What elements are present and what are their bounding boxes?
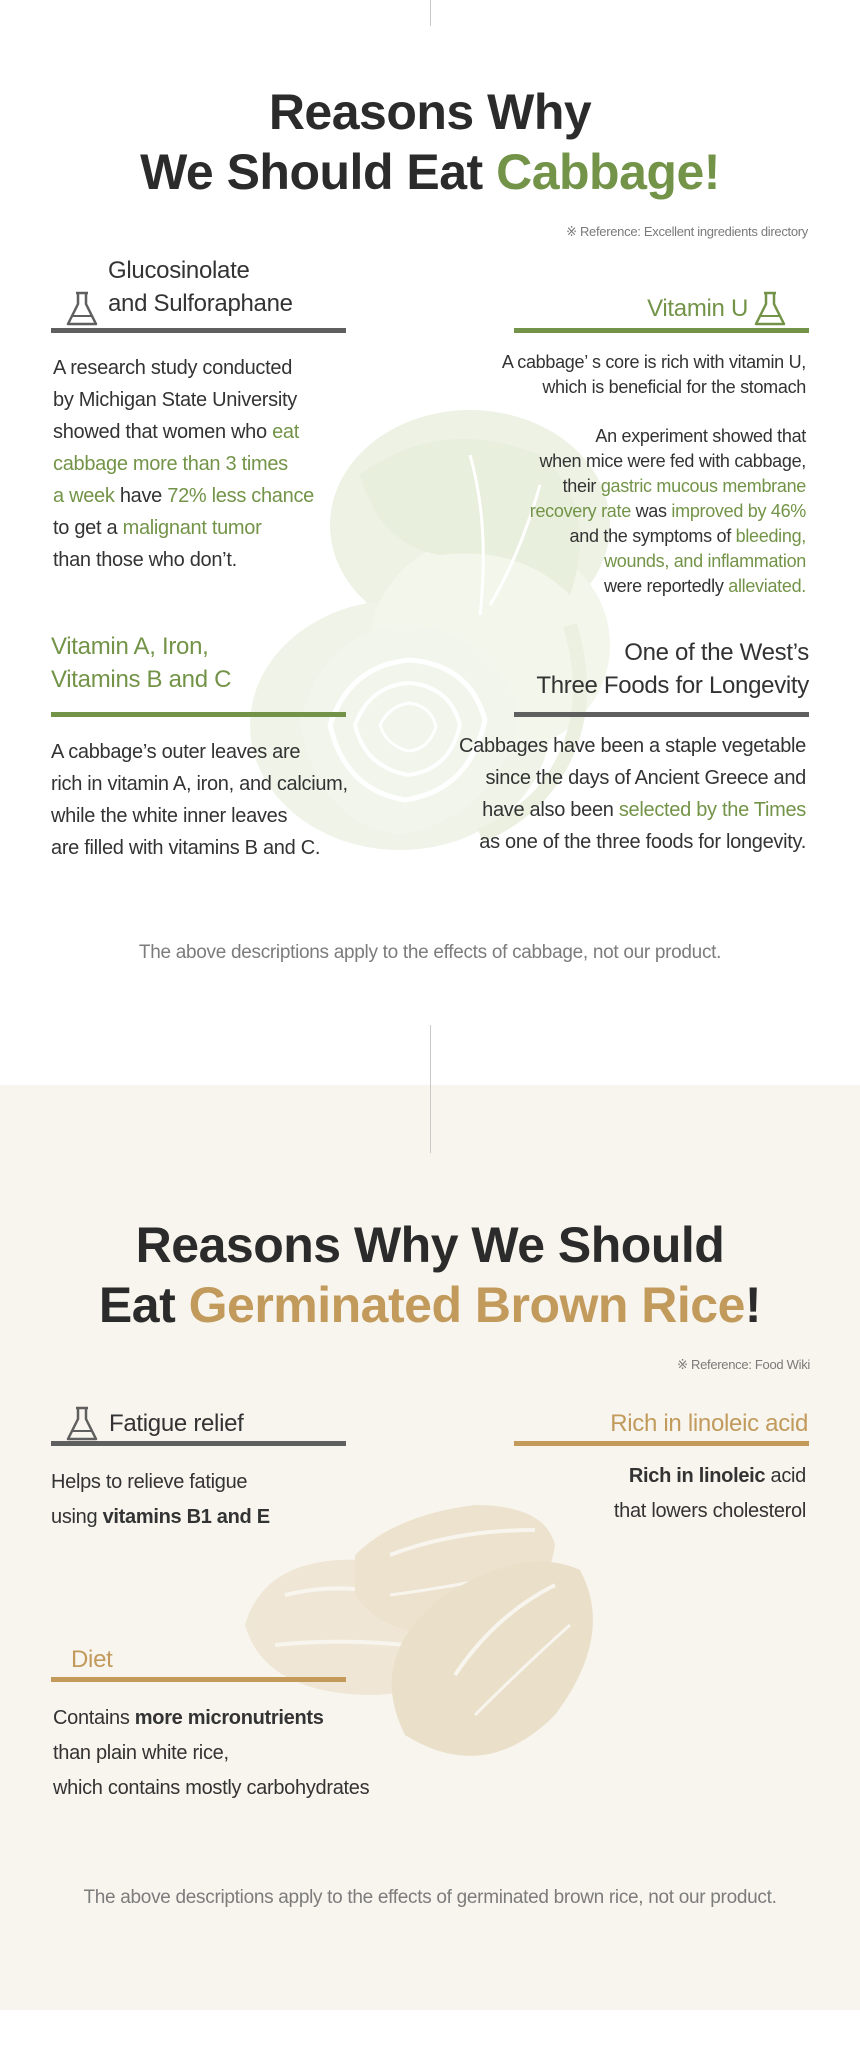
text: Contains xyxy=(53,1707,135,1729)
rice-disclaimer: The above descriptions apply to the effects of germinated brown rice, not our product. xyxy=(83,1887,777,1908)
cabbage-col2-underline xyxy=(514,328,809,333)
text: have xyxy=(114,485,168,507)
highlight: malignant tumor xyxy=(122,517,262,539)
cabbage-title-line2 xyxy=(0,142,860,202)
rice-title-line1: Reasons Why We Should xyxy=(135,1217,725,1273)
cabbage-col3-heading xyxy=(51,630,231,696)
body-line xyxy=(53,480,314,512)
rice-col3-underline xyxy=(51,1677,346,1682)
cabbage-col3-body xyxy=(51,736,348,864)
highlight: bleeding, xyxy=(735,526,806,546)
rice-col3-body xyxy=(53,1701,369,1806)
cabbage-disclaimer: The above descriptions apply to the effects of cabbage, not our product. xyxy=(138,942,722,963)
cabbage-col2-body2 xyxy=(530,424,806,599)
rice-col1-underline xyxy=(51,1441,346,1446)
highlight: alleviated. xyxy=(728,576,806,596)
cabbage-col3-heading-line2: Vitamins B and C xyxy=(51,666,232,693)
body-line: An experiment showed that xyxy=(595,426,806,446)
highlight: selected by the Times xyxy=(618,799,806,821)
body-line xyxy=(53,416,314,448)
body-line xyxy=(530,574,806,599)
body-line xyxy=(53,1701,369,1736)
rice-col2-body xyxy=(614,1459,806,1529)
body-line: by Michigan State University xyxy=(53,389,297,411)
text: was xyxy=(630,501,672,521)
cabbage-col4-heading-line1: One of the West’s xyxy=(624,639,809,666)
rice-title-suffix: ! xyxy=(744,1277,762,1333)
body-line xyxy=(53,512,314,544)
body-line xyxy=(614,1459,806,1494)
body-line: A research study conducted xyxy=(53,357,293,379)
rice-col2-heading: Rich in linoleic acid xyxy=(610,1410,808,1437)
rice-col1-body xyxy=(51,1465,270,1535)
cabbage-col1-heading-line1: Glucosinolate xyxy=(108,257,250,284)
text: showed that women who xyxy=(53,421,273,443)
body-line: Helps to relieve fatigue xyxy=(51,1471,248,1493)
body-line: while the white inner leaves xyxy=(51,805,288,827)
body-line xyxy=(530,524,806,549)
cabbage-col2-heading: Vitamin U xyxy=(647,295,748,322)
body-line: than plain white rice, xyxy=(53,1742,229,1764)
highlight: improved by 46% xyxy=(671,501,806,521)
body-line xyxy=(459,794,806,826)
cabbage-title xyxy=(0,82,860,202)
rice-title-accent: Germinated Brown Rice xyxy=(188,1277,745,1333)
body-line: as one of the three foods for longevity. xyxy=(479,831,806,853)
bold-text: Rich in linoleic xyxy=(628,1465,766,1487)
cabbage-col4-heading xyxy=(536,636,809,702)
text: have also been xyxy=(482,799,619,821)
body-line: are filled with vitamins B and C. xyxy=(51,837,321,859)
flask-icon xyxy=(752,290,788,328)
body-line xyxy=(530,474,806,499)
flask-icon xyxy=(64,1405,100,1443)
flask-icon xyxy=(64,290,100,328)
cabbage-col3-underline xyxy=(51,712,346,717)
top-divider-line xyxy=(430,0,431,26)
body-line: A cabbage’ s core is rich with vitamin U, xyxy=(501,352,806,372)
body-line: which is beneficial for the stomach xyxy=(542,377,806,397)
cabbage-title-line1: Reasons Why xyxy=(268,84,592,140)
bold-text: more micronutrients xyxy=(134,1707,324,1729)
cabbage-col4-body xyxy=(459,730,806,858)
text: acid xyxy=(765,1465,806,1487)
text: their xyxy=(562,476,601,496)
text: using xyxy=(51,1506,103,1528)
body-line xyxy=(51,1500,270,1535)
cabbage-col3-heading-line1: Vitamin A, Iron, xyxy=(51,633,209,660)
section-divider-line-lower xyxy=(430,1085,431,1153)
highlight-line: wounds, and inflammation xyxy=(604,551,806,571)
body-line: A cabbage’s outer leaves are xyxy=(51,741,301,763)
highlight: eat xyxy=(272,421,299,443)
body-line: when mice were fed with cabbage, xyxy=(539,451,806,471)
cabbage-col1-heading-line2: and Sulforaphane xyxy=(108,290,293,317)
body-line: that lowers cholesterol xyxy=(613,1500,806,1522)
cabbage-col4-heading-line2: Three Foods for Longevity xyxy=(536,672,809,699)
rice-col3-heading: Diet xyxy=(71,1646,113,1673)
highlight: gastric mucous membrane xyxy=(600,476,806,496)
text: and the symptoms of xyxy=(569,526,736,546)
cabbage-col1-underline xyxy=(51,328,346,333)
highlight: recovery rate xyxy=(529,501,631,521)
body-line: Cabbages have been a staple vegetable xyxy=(459,735,806,757)
body-line: which contains mostly carbohydrates xyxy=(53,1777,370,1799)
bold-text: vitamins B1 and E xyxy=(102,1506,270,1528)
cabbage-title-accent: Cabbage! xyxy=(496,144,720,200)
highlight-line: cabbage more than 3 times xyxy=(53,453,288,475)
rice-reference: ※ Reference: Food Wiki xyxy=(677,1357,810,1372)
cabbage-title-prefix: We Should Eat xyxy=(140,144,497,200)
cabbage-col4-underline xyxy=(514,712,809,717)
cabbage-col1-heading xyxy=(108,254,293,320)
section-divider-line xyxy=(430,1025,431,1085)
rice-col2-underline xyxy=(514,1441,809,1446)
body-line: rich in vitamin A, iron, and calcium, xyxy=(51,773,348,795)
highlight: a week xyxy=(53,485,115,507)
cabbage-reference: ※ Reference: Excellent ingredients directory xyxy=(566,224,808,239)
body-line: than those who don’t. xyxy=(53,549,237,571)
cabbage-col2-body1 xyxy=(502,350,806,400)
rice-title xyxy=(0,1215,860,1335)
rice-section xyxy=(0,1085,860,2010)
rice-col1-heading: Fatigue relief xyxy=(109,1410,244,1437)
highlight: 72% less chance xyxy=(167,485,314,507)
rice-title-prefix: Eat xyxy=(98,1277,189,1333)
text: to get a xyxy=(53,517,123,539)
text: were reportedly xyxy=(603,576,729,596)
body-line xyxy=(530,499,806,524)
cabbage-col1-body xyxy=(53,352,314,576)
body-line: since the days of Ancient Greece and xyxy=(485,767,806,789)
rice-title-line2 xyxy=(0,1275,860,1335)
